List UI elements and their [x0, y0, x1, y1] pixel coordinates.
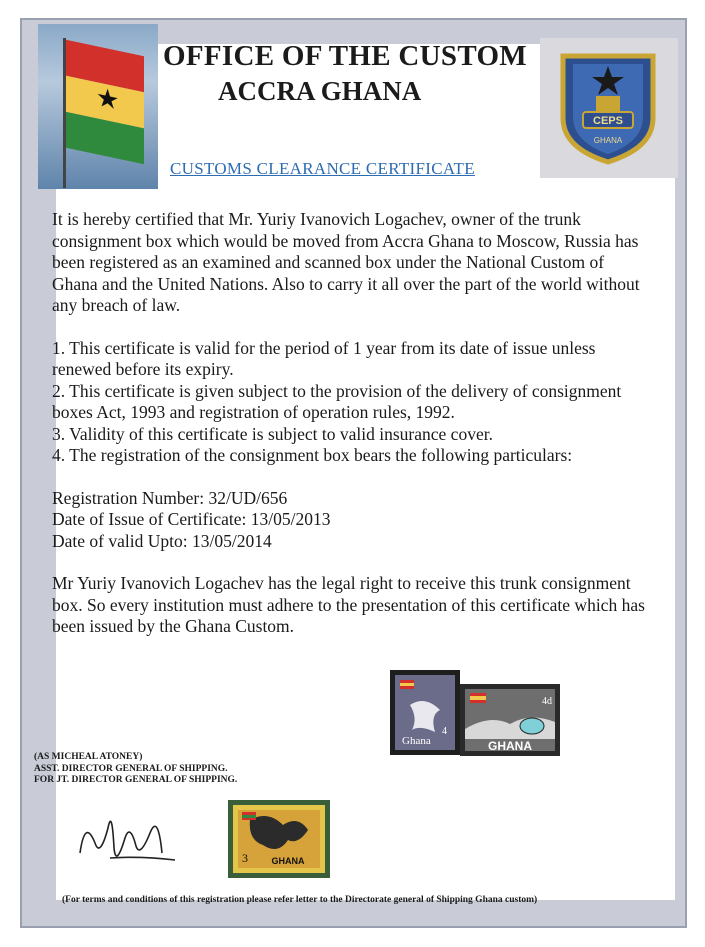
condition-4: 4. The registration of the consignment box bears the following particulars:: [52, 445, 573, 465]
terms-footer-note: (For terms and conditions of this registration please refer letter to the Directorate general of Shipping Ghana custom): [62, 895, 538, 905]
ceps-emblem-icon: [553, 48, 663, 166]
condition-2: 2. This certificate is given subject to the provision of the delivery of consignment boxes Act, 1993 and registration of operation rules, 1992.: [52, 380, 622, 422]
ghana-diamond-stamp: [460, 684, 560, 756]
svg-text:GHANA: GHANA: [271, 856, 305, 866]
svg-text:GHANA: GHANA: [488, 739, 532, 753]
issue-date: Date of Issue of Certificate: 13/05/2013: [52, 509, 331, 529]
signer-block: [34, 752, 237, 787]
handwritten-signature: [70, 798, 190, 878]
svg-text:4: 4: [442, 726, 447, 737]
signer-on-behalf: FOR JT. DIRECTOR GENERAL OF SHIPPING.: [34, 775, 238, 785]
ghana-bird-stamp: [390, 670, 460, 755]
svg-text:CEPS: CEPS: [593, 115, 623, 127]
condition-1: 1. This certificate is valid for the period of 1 year from its date of issue unless renewed before its expiry.: [52, 337, 596, 379]
closing-paragraph: Mr Yuriy Ivanovich Logachev has the legal right to receive this trunk consignment box. So every institution must adhere to the presentation of this certificate which has been issued by the Ghana Custom.: [52, 573, 645, 636]
valid-until-date: Date of valid Upto: 13/05/2014: [52, 530, 272, 551]
ghana-flag-icon: ★: [66, 40, 144, 165]
svg-text:4d: 4d: [542, 696, 552, 707]
certificate-body: [52, 209, 652, 638]
intro-paragraph: It is hereby certified that Mr. Yuriy Ivanovich Logachev, owner of the trunk consignment box which would be moved from Accra Ghana to Moscow, Russia has been registered as an examined and scanned box under the National Custom of Ghana and the United Nations. Also to carry it all over the part of the world without any breach of law.: [52, 209, 640, 315]
signer-title: ASST. DIRECTOR GENERAL OF SHIPPING.: [34, 763, 228, 774]
ghana-postage-stamp: [228, 800, 330, 878]
condition-3: 3. Validity of this certificate is subject to valid insurance cover.: [52, 423, 493, 444]
office-title: OFFICE OF THE CUSTOM: [163, 40, 527, 72]
svg-text:3: 3: [242, 851, 248, 865]
office-location: ACCRA GHANA: [218, 76, 422, 106]
registration-number: Registration Number: 32/UD/656: [52, 487, 288, 508]
certificate-title: CUSTOMS CLEARANCE CERTIFICATE: [170, 159, 475, 178]
svg-text:GHANA: GHANA: [593, 136, 623, 145]
svg-text:Ghana: Ghana: [402, 735, 431, 747]
signer-name: (AS MICHEAL ATONEY): [34, 752, 143, 762]
